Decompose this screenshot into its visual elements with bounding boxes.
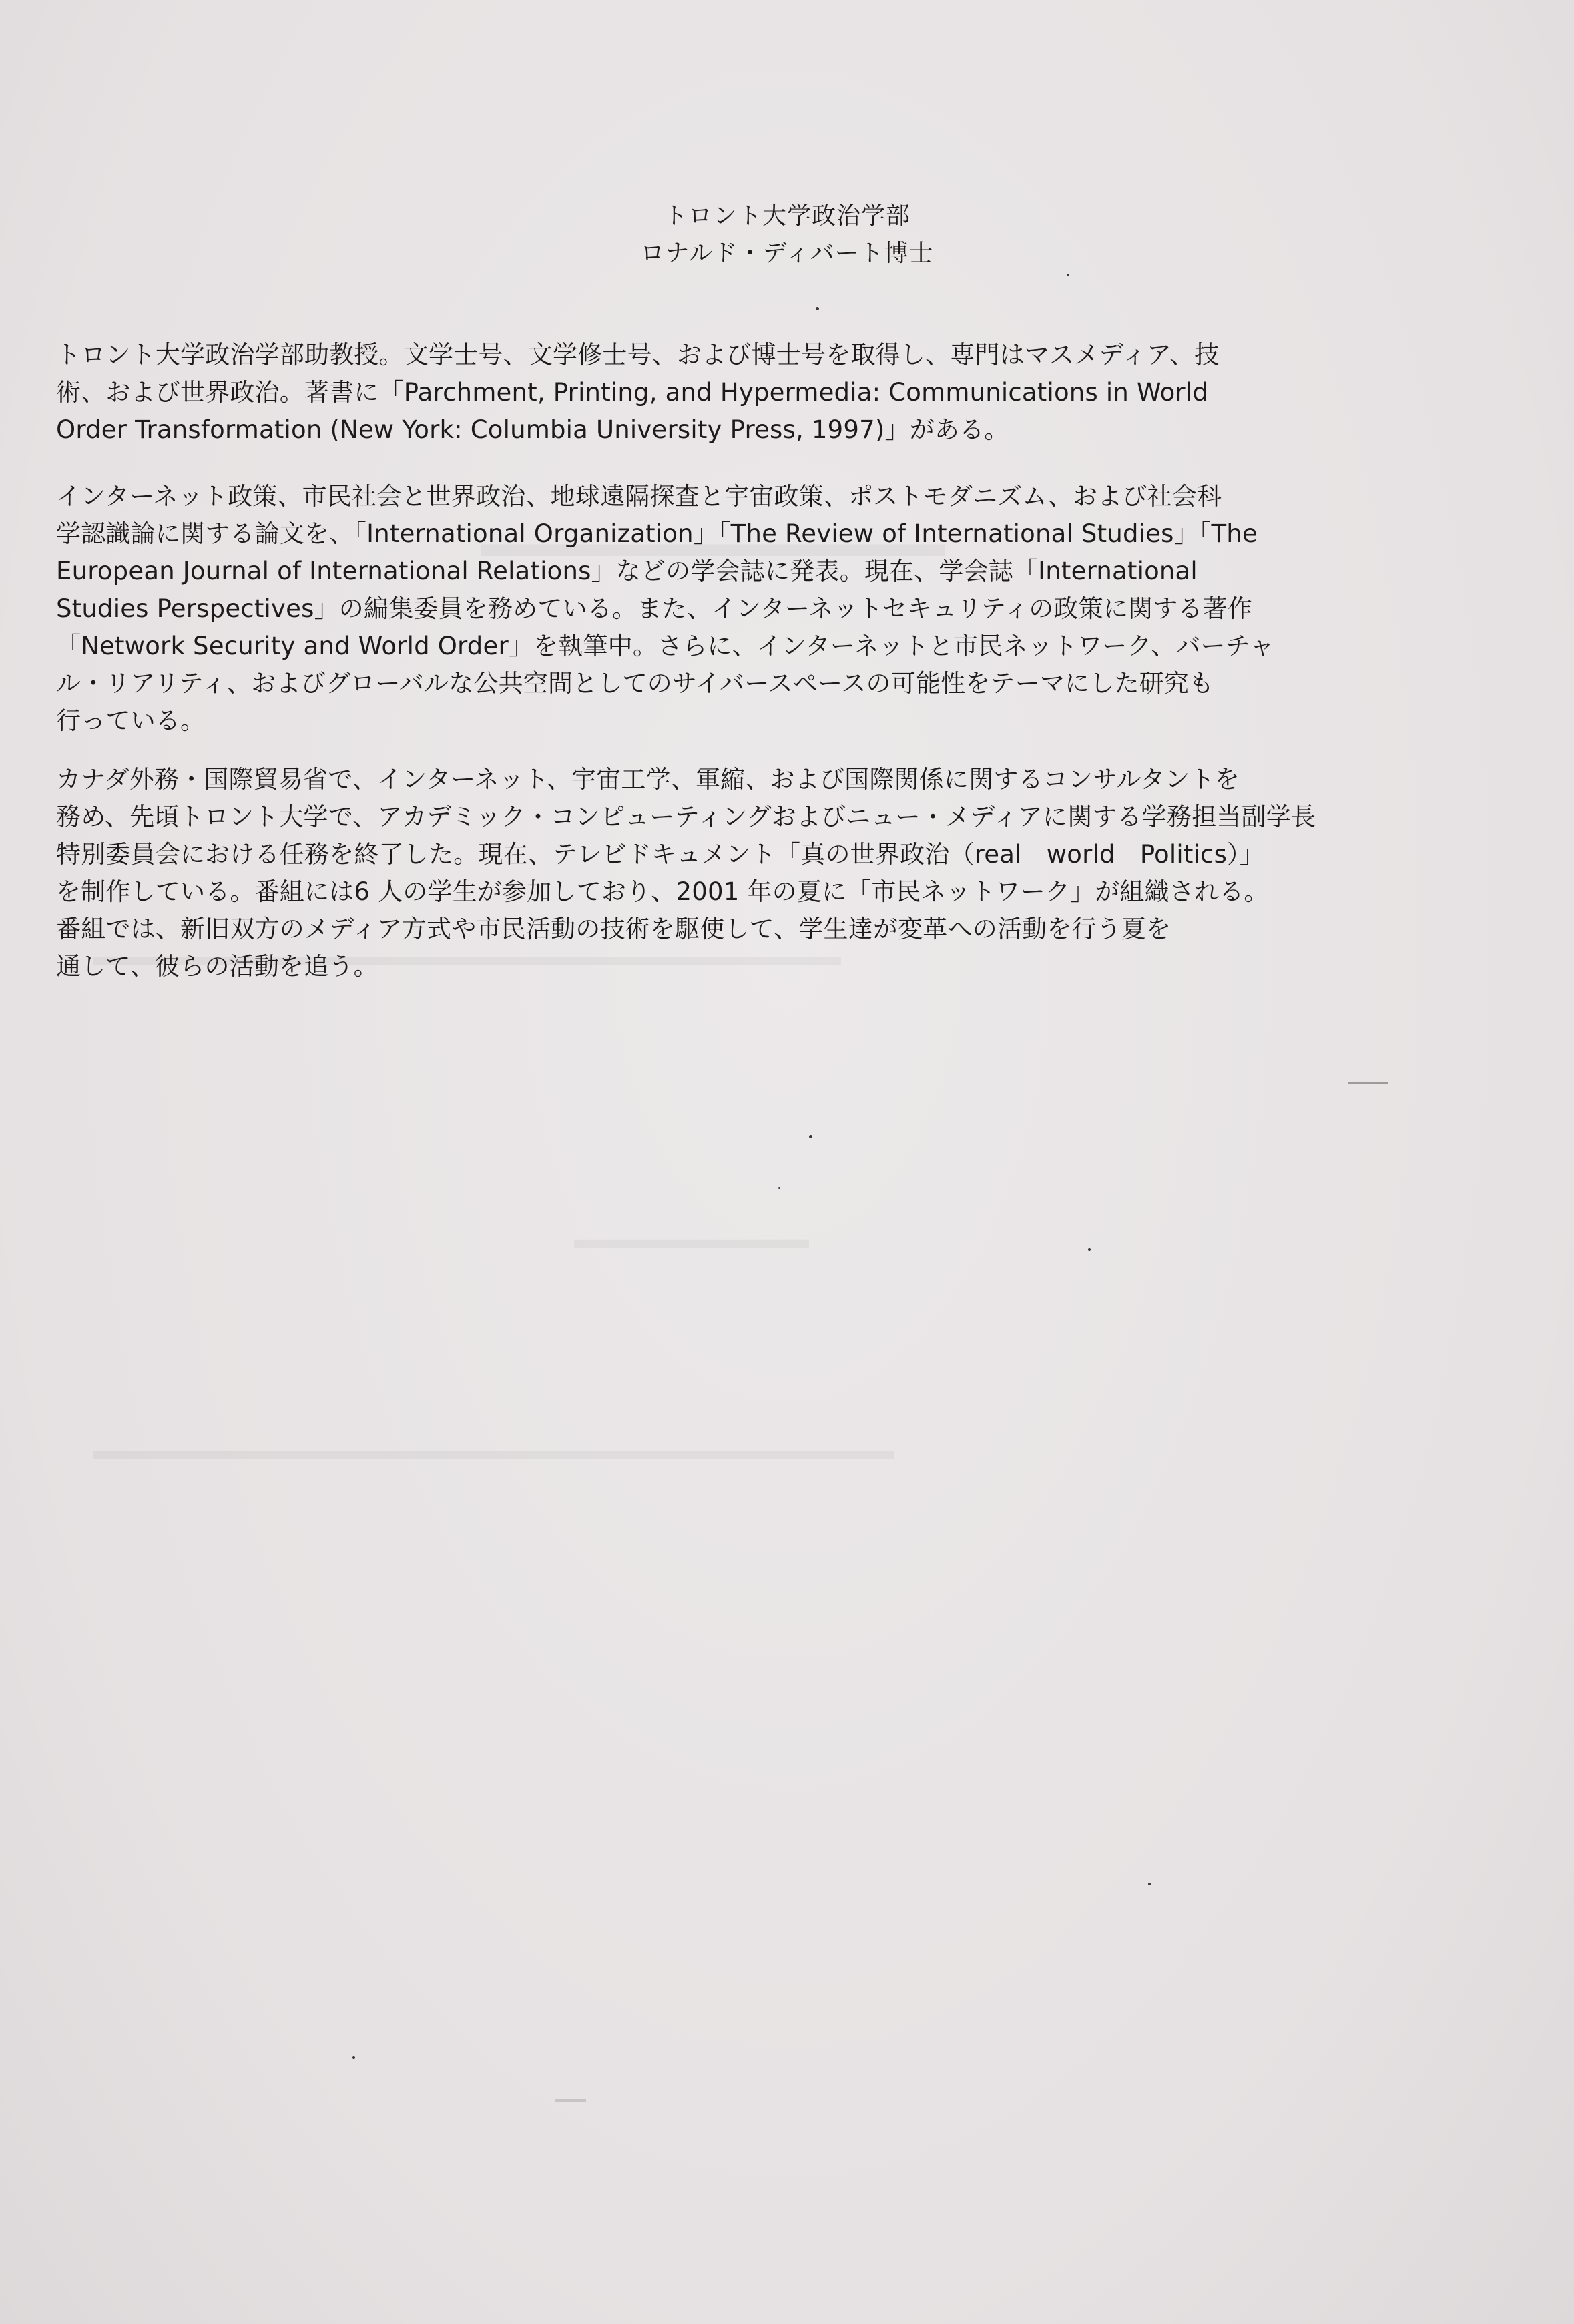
scan-speck [1067, 274, 1069, 276]
scan-speck [1088, 1248, 1091, 1251]
text-line: トロント大学政治学部助教授。文学士号、文学修士号、および博士号を取得し、専門はマスメディア、技 [56, 340, 1220, 369]
text-line: 番組では、新旧双方のメディア方式や市民活動の技術を駆使して、学生達が変革への活動を行う夏を [56, 915, 1171, 943]
text-line: 特別委員会における任務を終了した。現在、テレビドキュメント「真の世界政治（real world Politics）」 [56, 840, 1264, 869]
bleed-through-block [93, 1429, 894, 1473]
text-line: Studies Perspectives」の編集委員を務めている。また、インターネットセキュリティの政策に関する著作 [56, 594, 1253, 623]
bio-paragraph-1 [56, 336, 1351, 449]
text-line: 行っている。 [56, 706, 206, 735]
affiliation-line: トロント大学政治学部 [663, 202, 910, 230]
bleed-through-heading [574, 1222, 809, 1256]
scan-mark [555, 2099, 586, 2102]
scan-speck [778, 1187, 780, 1189]
text-line: Order Transformation (New York: Columbia University Press, 1997)」がある。 [56, 415, 1009, 444]
bio-paragraph-2 [56, 478, 1351, 740]
bio-paragraph-3 [56, 761, 1351, 985]
text-line: インターネット政策、市民社会と世界政治、地球遠隔探査と宇宙政策、ポストモダニズム、および社会科 [56, 482, 1222, 511]
text-line: 術、および世界政治。著書に「Parchment, Printing, and Hypermedia: Communications in World [56, 378, 1209, 407]
text-line: ル・リアリティ、およびグローバルな公共空間としてのサイバースペースの可能性をテーマにした研究も [56, 669, 1214, 698]
scan-speck [352, 2056, 355, 2059]
scan-mark [1348, 1082, 1388, 1084]
text-line: European Journal of International Relations」などの学会誌に発表。現在、学会誌「International [56, 557, 1198, 586]
text-line: 学認識論に関する論文を、「International Organization」「The Review of International Studies」「The [56, 519, 1258, 548]
text-line: を制作している。番組には6 人の学生が参加しており、2001 年の夏に「市民ネットワーク」が組織される。 [56, 877, 1269, 906]
scan-speck [816, 307, 819, 310]
scan-speck [809, 1135, 812, 1138]
document-header [0, 198, 1574, 272]
text-line: カナダ外務・国際貿易省で、インターネット、宇宙工学、軍縮、および国際関係に関するコンサルタントを [56, 765, 1240, 794]
text-line: 「Network Security and World Order」を執筆中。さらに、インターネットと市民ネットワーク、バーチャ [56, 632, 1275, 660]
author-name-line: ロナルド・ディバート博士 [640, 240, 934, 267]
scan-speck [1148, 1883, 1151, 1885]
text-line: 務め、先頃トロント大学で、アカデミック・コンピューティングおよびニュー・メディアに関する学務担当副学長 [56, 802, 1316, 831]
text-line: 通して、彼らの活動を追う。 [56, 952, 378, 981]
